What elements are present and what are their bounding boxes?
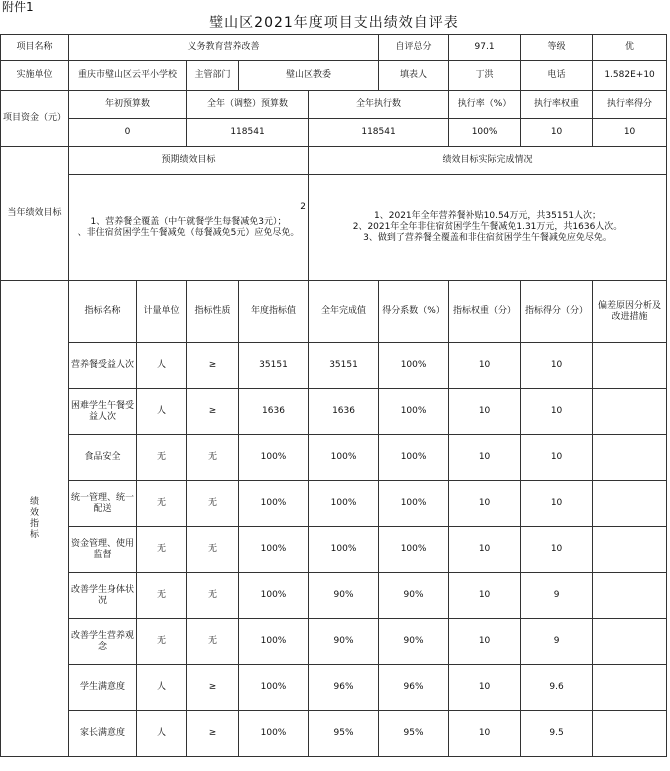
indicator-target: 100% [239, 711, 309, 757]
indicator-nature: 无 [187, 527, 239, 573]
indicator-score: 10 [521, 389, 593, 435]
indicator-score: 9 [521, 573, 593, 619]
indicator-actual: 100% [309, 527, 379, 573]
indicator-unit: 无 [137, 619, 187, 665]
indicator-header-row [1, 281, 667, 343]
phone-value: 1.582E+10 [593, 61, 667, 91]
funds-header-initial: 年初预算数 [69, 91, 187, 119]
indicator-weight: 10 [449, 343, 521, 389]
indicator-coef: 95% [379, 711, 449, 757]
indicator-nature: 无 [187, 481, 239, 527]
funds-value-row [1, 119, 667, 147]
indicator-deviation [593, 435, 667, 481]
indicator-target: 100% [239, 573, 309, 619]
indicator-coef: 100% [379, 343, 449, 389]
indicator-name: 营养餐受益人次 [69, 343, 137, 389]
indicator-nature: 无 [187, 573, 239, 619]
impl-unit-label: 实施单位 [1, 61, 69, 91]
indicator-header-unit: 计量单位 [137, 281, 187, 343]
funds-score-value: 10 [593, 119, 667, 147]
indicator-actual: 96% [309, 665, 379, 711]
indicator-header-score: 指标得分（分） [521, 281, 593, 343]
unit-row [1, 61, 667, 91]
table-row [1, 665, 667, 711]
actual-goals-content: 1、2021年全年营养餐补贴10.54万元，共35151人次； 2、2021年全年非住宿贫困学生午餐减免1.31万元，共1636人次。 3、做到了营养餐全覆盖和非住宿贫困学生午餐减免应免尽免。 [352, 211, 623, 243]
indicator-name: 统一管理、统一配送 [69, 481, 137, 527]
indicator-actual: 100% [309, 435, 379, 481]
indicator-coef: 100% [379, 527, 449, 573]
funds-header-row [1, 91, 667, 119]
score-label: 自评总分 [379, 35, 449, 61]
indicator-deviation [593, 343, 667, 389]
indicator-unit: 无 [137, 527, 187, 573]
funds-executed-value: 118541 [309, 119, 449, 147]
expected-goals-text [69, 175, 309, 281]
indicator-weight: 10 [449, 389, 521, 435]
indicator-weight: 10 [449, 573, 521, 619]
indicator-coef: 90% [379, 619, 449, 665]
indicator-score: 10 [521, 343, 593, 389]
indicator-nature: 无 [187, 619, 239, 665]
table-row [1, 573, 667, 619]
indicator-nature: ≥ [187, 711, 239, 757]
indicator-name: 学生满意度 [69, 665, 137, 711]
indicator-header-weight: 指标权重（分） [449, 281, 521, 343]
indicator-score: 9.5 [521, 711, 593, 757]
funds-weight-value: 10 [521, 119, 593, 147]
indicator-deviation [593, 665, 667, 711]
dept-value: 璧山区教委 [239, 61, 379, 91]
indicator-header-target: 年度指标值 [239, 281, 309, 343]
table-row [1, 527, 667, 573]
indicator-actual: 35151 [309, 343, 379, 389]
impl-unit-value: 重庆市璧山区云平小学校 [69, 61, 187, 91]
table-row [1, 619, 667, 665]
indicator-nature: ≥ [187, 343, 239, 389]
indicator-header-coef: 得分系数（%） [379, 281, 449, 343]
indicator-score: 10 [521, 435, 593, 481]
table-row [1, 389, 667, 435]
table-row [1, 481, 667, 527]
funds-adjusted-value: 118541 [187, 119, 309, 147]
indicator-name: 改善学生营养观念 [69, 619, 137, 665]
indicator-header-name: 指标名称 [69, 281, 137, 343]
indicator-deviation [593, 573, 667, 619]
evaluation-table [0, 34, 667, 757]
indicator-target: 100% [239, 527, 309, 573]
indicator-deviation [593, 481, 667, 527]
project-name-label: 项目名称 [1, 35, 69, 61]
indicator-weight: 10 [449, 619, 521, 665]
indicator-score: 10 [521, 527, 593, 573]
funds-header-rate: 执行率（%） [449, 91, 521, 119]
project-name-value: 义务教育营养改善 [69, 35, 379, 61]
indicator-unit: 人 [137, 389, 187, 435]
indicator-weight: 10 [449, 435, 521, 481]
indicator-target: 1636 [239, 389, 309, 435]
page-title: 璧山区2021年度项目支出绩效自评表 [209, 15, 459, 31]
grade-value: 优 [593, 35, 667, 61]
indicator-score: 9.6 [521, 665, 593, 711]
phone-label: 电话 [521, 61, 593, 91]
expected-goals-header: 预期绩效目标 [69, 147, 309, 175]
indicator-header-actual: 全年完成值 [309, 281, 379, 343]
contact-value: 丁洪 [449, 61, 521, 91]
table-row [1, 343, 667, 389]
indicator-deviation [593, 527, 667, 573]
indicator-actual: 100% [309, 481, 379, 527]
table-row [1, 435, 667, 481]
funds-header-score: 执行率得分 [593, 91, 667, 119]
indicator-name: 资金管理、使用监督 [69, 527, 137, 573]
funds-header-weight: 执行率权重 [521, 91, 593, 119]
indicator-coef: 100% [379, 435, 449, 481]
goals-section-label: 当年绩效目标 [1, 147, 69, 281]
score-value: 97.1 [449, 35, 521, 61]
attachment-label: 附件1 [2, 0, 34, 14]
indicator-unit: 无 [137, 573, 187, 619]
actual-goals-text [309, 175, 667, 281]
indicator-actual: 90% [309, 573, 379, 619]
indicator-target: 100% [239, 665, 309, 711]
indicator-actual: 95% [309, 711, 379, 757]
table-row [1, 711, 667, 757]
funds-header-adjusted: 全年（调整）预算数 [187, 91, 309, 119]
indicator-actual: 90% [309, 619, 379, 665]
indicator-header-deviation: 偏差原因分析及改进措施 [593, 281, 667, 343]
indicators-section-text: 绩效指标 [29, 496, 39, 540]
indicator-target: 100% [239, 435, 309, 481]
grade-label: 等级 [521, 35, 593, 61]
funds-label: 项目资金（元） [1, 91, 69, 147]
indicator-name: 食品安全 [69, 435, 137, 481]
indicator-target: 100% [239, 619, 309, 665]
indicator-coef: 100% [379, 389, 449, 435]
indicator-coef: 100% [379, 481, 449, 527]
indicators-section-label [1, 281, 69, 757]
indicator-deviation [593, 389, 667, 435]
indicator-coef: 96% [379, 665, 449, 711]
indicator-target: 100% [239, 481, 309, 527]
expected-goals-marker: 2 [300, 201, 306, 212]
indicator-unit: 人 [137, 665, 187, 711]
goals-header-row [1, 147, 667, 175]
indicator-unit: 人 [137, 711, 187, 757]
indicator-actual: 1636 [309, 389, 379, 435]
expected-goals-content: 1、营养餐全覆盖（中午就餐学生每餐减免3元）； 、非住宿贫困学生午餐减免（每餐减免5元）应免尽免。 [77, 216, 300, 238]
indicator-coef: 90% [379, 573, 449, 619]
indicator-nature: 无 [187, 435, 239, 481]
indicator-name: 困难学生午餐受益人次 [69, 389, 137, 435]
indicator-nature: ≥ [187, 389, 239, 435]
project-row [1, 35, 667, 61]
indicator-nature: ≥ [187, 665, 239, 711]
indicator-unit: 无 [137, 481, 187, 527]
indicator-deviation [593, 619, 667, 665]
indicator-score: 9 [521, 619, 593, 665]
funds-rate-value: 100% [449, 119, 521, 147]
indicator-weight: 10 [449, 665, 521, 711]
contact-label: 填表人 [379, 61, 449, 91]
indicator-deviation [593, 711, 667, 757]
indicator-weight: 10 [449, 527, 521, 573]
actual-goals-header: 绩效目标实际完成情况 [309, 147, 667, 175]
indicator-target: 35151 [239, 343, 309, 389]
funds-header-executed: 全年执行数 [309, 91, 449, 119]
indicator-weight: 10 [449, 711, 521, 757]
funds-initial-value: 0 [69, 119, 187, 147]
dept-label: 主管部门 [187, 61, 239, 91]
indicator-name: 家长满意度 [69, 711, 137, 757]
indicator-unit: 无 [137, 435, 187, 481]
indicator-unit: 人 [137, 343, 187, 389]
indicator-name: 改善学生身体状况 [69, 573, 137, 619]
indicator-weight: 10 [449, 481, 521, 527]
indicator-score: 10 [521, 481, 593, 527]
indicator-header-nature: 指标性质 [187, 281, 239, 343]
goals-content-row [1, 175, 667, 281]
